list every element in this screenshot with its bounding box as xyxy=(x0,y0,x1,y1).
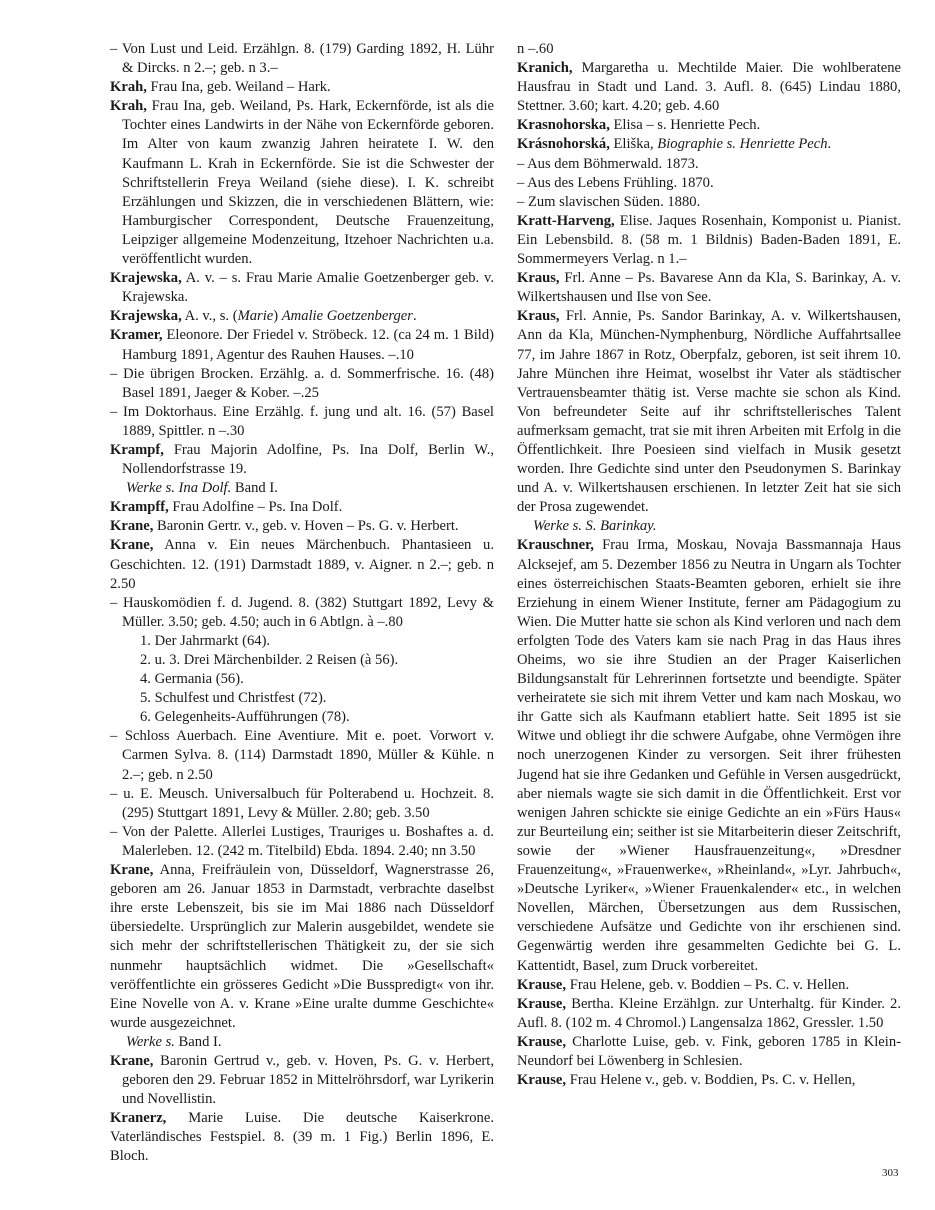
left-column xyxy=(110,40,494,1167)
lexicon-entry xyxy=(110,479,494,498)
entry-text: – Von der Palette. Allerlei Lustiges, Trauriges u. Boshaftes a. d. Malerleben. 12. (242 m. Titelbild) Ebda. 1894. 2.40; nn 3.50 xyxy=(110,823,494,859)
entry-headword: Krauschner, xyxy=(517,537,594,554)
entry-text: Frl. Anne – Ps. Bavarese Ann da Kla, S. Barinkay, A. v. Wilkertshausen und Ilse von See. xyxy=(517,270,901,306)
entry-text: Baronin Gertr. v., geb. v. Hoven – Ps. G. v. Herbert. xyxy=(153,518,459,535)
entry-text: Marie Luise. Die deutsche Kaiserkrone. Vaterländisches Festspiel. 8. (39 m. 1 Fig.) Berlin 1896, E. Bloch. xyxy=(110,1110,494,1165)
lexicon-entry xyxy=(517,174,901,193)
entry-text: 5. Schulfest und Christfest (72). xyxy=(140,690,327,707)
entry-text: Elise. Jaques Rosenhain, Komponist u. Pianist. Ein Lebensbild. 8. (58 m. 1 Bildnis) Baden-Baden 1891, E. Sommermeyers Verlag. n 1.– xyxy=(517,212,901,268)
entry-text: ) xyxy=(273,308,282,325)
lexicon-entry xyxy=(110,594,494,632)
entry-text: 2. u. 3. Drei Märchenbilder. 2 Reisen (à 56). xyxy=(140,652,399,668)
lexicon-entry xyxy=(110,727,494,784)
entry-text: A. v. – s. Frau Marie Amalie Goetzenberger geb. v. Krajewska. xyxy=(122,270,494,306)
entry-text: . xyxy=(412,308,417,325)
entry-text: – Von Lust und Leid. Erzählgn. 8. (179) Garding 1892, H. Lühr & Dircks. n 2.–; geb. n 3.– xyxy=(110,41,494,77)
lexicon-entry xyxy=(110,632,494,651)
lexicon-entry xyxy=(110,97,494,269)
entry-text: – Hauskomödien f. d. Jugend. 8. (382) Stuttgart 1892, Levy & Müller. 3.50; geb. 4.50; auch in 6 Abtlgn. à –.80 xyxy=(110,594,494,630)
entry-headword: Kramer, xyxy=(110,327,163,344)
entry-headword: Krajewska, xyxy=(110,308,182,325)
entry-text: – Aus des Lebens Frühling. 1870. xyxy=(517,174,714,191)
entry-headword: Kraus, xyxy=(517,308,560,325)
entry-text: – Schloss Auerbach. Eine Aventiure. Mit e. poet. Vorwort v. Carmen Sylva. 8. (114) Darmstadt 1890, Müller & Kühle. n 2.–; geb. n 2.50 xyxy=(110,728,494,783)
entry-text: Frau Majorin Adolfine, Ps. Ina Dolf, Berlin W., Nollendorfstrasse 19. xyxy=(122,441,494,478)
entry-headword: Krause, xyxy=(517,976,567,993)
lexicon-entry xyxy=(517,517,901,536)
entry-headword: Krah, xyxy=(110,79,147,96)
entry-italic: Biographie s. Henriette Pech xyxy=(657,136,828,153)
lexicon-entry xyxy=(517,976,901,995)
lexicon-entry xyxy=(517,40,901,59)
entry-text: Margaretha u. Mechtilde Maier. Die wohlberatene Hausfrau in Stadt und Land. 3. Aufl. 8. (645) Lindau 1880, Stettner. 3.60; kart. 4.20; geb. 4.60 xyxy=(517,60,901,115)
entry-headword: Krause, xyxy=(517,1072,567,1089)
lexicon-entry xyxy=(517,116,901,135)
entry-text: Eliška, xyxy=(609,136,658,153)
entry-headword: Kranich, xyxy=(517,60,573,77)
entry-text: Band I. xyxy=(231,480,278,497)
lexicon-entry xyxy=(110,78,494,97)
entry-headword: Krane, xyxy=(110,518,154,535)
entry-text: Anna, Freifräulein von, Düsseldorf, Wagnerstrasse 26, geboren am 26. Januar 1853 in Darmstadt, verbrachte daselbst ihre erste Lebenszeit, bis sie im Mai 1886 nach Düsseldorf übersiedelte. Ursprünglich zur Malerin ausgebildet, wendete sie sich mehr der schriftstellerischen Thätigkeit zu, der sie sich nunmehr hauptsächlich widmet. Die »Gesellschaft« veröffentlichte ein grösseres Gedicht »Die Busspredigt« von ihr. Eine Novelle von A. v. Krane »Eine uralte dumme Geschichte« wurde ausgezeichnet. xyxy=(110,862,494,1031)
lexicon-entry xyxy=(517,155,901,174)
entry-text: Frl. Annie, Ps. Sandor Barinkay, A. v. Wilkertshausen, Ann da Kla, München-Nymphenburg, Nördliche Auffahrtsallee 77, im Jahre 1867 in Rotz, Oberpfalz, geboren, ist seit ihrem 10. Jahre München ihre Heimat, woselbst ihr Vater als städtischer Vertrauensbeamter thätig ist. Verse machte sie schon als Kind. Von befreundeter Seite auf ihr schriftstellerisches Talent aufmerksam gemacht, trat sie mit ihren Arbeiten mit Erfolg in die Öffentlichkeit. Ihre Poesieen sind vielfach in Musik gesetzt worden. Ihre Gedichte sind unter den Pseudonymen S. Barinkay und A. v. Wilkertshausen erschienen. In letzter Zeit hat sie sich der Prosa zugewendet. xyxy=(517,308,901,516)
lexicon-entry xyxy=(517,536,901,975)
entry-text: . xyxy=(827,136,832,153)
entry-text: – u. E. Meusch. Universalbuch für Polterabend u. Hochzeit. 8. (295) Stuttgart 1891, Levy & Müller. 2.80; geb. 3.50 xyxy=(110,785,494,821)
lexicon-entry xyxy=(110,536,494,593)
lexicon-entry xyxy=(110,651,494,670)
entry-text: Frau Irma, Moskau, Novaja Bassmannaja Haus Alcksejef, am 5. Dezember 1856 zu Neutra in Ungarn als Tochter eines österreichischen Staats-Beamten geboren, erhielt sie ihre Erziehung in einem Wiener Institute, ferner am Pädagogium zu Wien. Die Mutter hatte sie schon als Kind verloren und nach dem erfolgten Tode des Vaters kam sie nach Prag in das Haus ihres Oheims, wo sie ihre Studien an der Prager Kaiserlichen Bildungsanstalt für Lehrerinnen fortsetzte und beendigte. Später verheiratete sie sich mit ihrem Vetter und kam nach Moskau, wo ihr Gatte sich als Kaufmann etabliert hatte. Seit 1895 ist sie Witwe und obliegt ihr die schwere Aufgabe, ohne Vermögen ihre noch unerzogenen Kinder zu versorgen. Seit ihrer frühesten Jugend hat sie ihre Gedanken und Gefühle in Versen ausgedrückt, aber niemals wagte sie sich damit in die Öffentlichkeit. Erst vor wenigen Jahren schickte sie einige Gedichte an ein »Fürs Haus« zur Beurteilung ein; seither ist sie Mitarbeiterin dieser Zeitschrift, sowie der »Wiener Hausfrauenzeitung«, »Dresdner Frauenzeitung«, »Frauenwerke«, »Rheinland«, »Lyr. Jahrbuch«, »Deutsche Lyriker«, »Wiener Frauenkalender« etc., in welchen Novellen, Märchen, Übersetzungen aus dem Russischen, verschiedene Aufsätze und Gedichte von ihr erschienen sind. Gegenwärtig werden ihre gesammelten Gedichte bei G. L. Kattentidt, Basel, zum Druck vorbereitet. xyxy=(517,537,901,974)
entry-headword: Krause, xyxy=(517,995,567,1012)
entry-italic: Werke s. xyxy=(126,1033,175,1050)
entry-headword: Krause, xyxy=(517,1033,567,1050)
entry-headword: Krane, xyxy=(110,537,154,554)
lexicon-entry xyxy=(110,689,494,708)
lexicon-entry xyxy=(110,1109,494,1166)
lexicon-entry xyxy=(110,269,494,307)
entry-text: Frau Ina, geb. Weiland – Hark. xyxy=(146,79,331,96)
entry-italic: Werke s. S. Barinkay. xyxy=(533,518,657,535)
entry-headword: Krajewska, xyxy=(110,270,182,287)
page-number: 303 xyxy=(882,1167,899,1179)
lexicon-entry xyxy=(517,1033,901,1071)
lexicon-entry xyxy=(110,1033,494,1052)
entry-text: 6. Gelegenheits-Aufführungen (78). xyxy=(140,709,350,726)
lexicon-entry xyxy=(517,995,901,1033)
entry-text: Anna v. Ein neues Märchenbuch. Phantasieen u. Geschichten. 12. (191) Darmstadt 1889, v. Aigner. n 2.–; geb. n 2.50 xyxy=(110,537,494,592)
entry-text: Baronin Gertrud v., geb. v. Hoven, Ps. G. v. Herbert, geboren den 29. Februar 1852 in Mittelröhrsdorf, war Lyrikerin und Novellistin. xyxy=(122,1052,494,1108)
entry-text: Eleonore. Der Friedel v. Ströbeck. 12. (ca 24 m. 1 Bild) Hamburg 1891, Agentur des Rauhen Hauses. –.10 xyxy=(122,327,494,363)
entry-text: Charlotte Luise, geb. v. Fink, geboren 1785 in Klein-Neundorf bei Löwenberg in Schlesien. xyxy=(517,1033,901,1069)
entry-text: Frau Adolfine – Ps. Ina Dolf. xyxy=(168,499,343,516)
entry-text: Frau Helene v., geb. v. Boddien, Ps. C. v. Hellen, xyxy=(566,1072,856,1089)
entry-text: – Zum slavischen Süden. 1880. xyxy=(517,193,701,210)
entry-headword: Kratt-Harveng, xyxy=(517,212,615,229)
lexicon-entry xyxy=(110,861,494,1033)
entry-italic: Werke s. Ina Dolf. xyxy=(126,480,232,497)
entry-text: – Die übrigen Brocken. Erzählg. a. d. Sommerfrische. 16. (48) Basel 1891, Jaeger & Kober. –.25 xyxy=(110,365,494,401)
lexicon-entry xyxy=(110,708,494,727)
lexicon-entry xyxy=(110,823,494,861)
lexicon-entry xyxy=(110,326,494,364)
lexicon-entry xyxy=(517,307,901,517)
lexicon-entry xyxy=(110,365,494,403)
entry-text: Band I. xyxy=(174,1033,222,1050)
lexicon-entry xyxy=(110,1052,494,1109)
entry-text: Frau Helene, geb. v. Boddien – Ps. C. v. Hellen. xyxy=(566,976,850,993)
lexicon-entry xyxy=(110,517,494,536)
lexicon-entry xyxy=(110,498,494,517)
lexicon-entry xyxy=(517,269,901,307)
lexicon-entry xyxy=(517,135,901,154)
lexicon-entry xyxy=(110,441,494,479)
lexicon-entry xyxy=(110,403,494,441)
entry-headword: Krane, xyxy=(110,1052,154,1069)
entry-headword: Krasnohorska, xyxy=(517,117,610,134)
entry-headword: Krah, xyxy=(110,98,147,115)
entry-italic: Marie xyxy=(237,308,274,325)
lexicon-entry xyxy=(110,40,494,78)
entry-headword: Krampf, xyxy=(110,441,164,458)
entry-text: Bertha. Kleine Erzählgn. zur Unterhaltg. für Kinder. 2. Aufl. 8. (102 m. 4 Chromol.) Langensalza 1862, Gressler. 1.50 xyxy=(517,995,901,1031)
lexicon-entry xyxy=(517,1071,901,1090)
lexicon-entry xyxy=(110,785,494,823)
lexicon-entry xyxy=(517,212,901,269)
entry-text: – Aus dem Böhmerwald. 1873. xyxy=(517,155,699,172)
right-column xyxy=(517,40,901,1090)
lexicon-entry xyxy=(110,670,494,689)
lexicon-entry xyxy=(517,193,901,212)
entry-text: 1. Der Jahrmarkt (64). xyxy=(140,632,271,649)
entry-text: A. v., s. ( xyxy=(181,308,238,325)
entry-text: Frau Ina, geb. Weiland, Ps. Hark, Eckernförde, ist als die Tochter eines Landwirts in der Nähe von Eckernförde geboren. Im Alter von kaum zwanzig Jahren heiratete I. W. den Kaufmann L. Krah in Eckernförde. Sie ist die Schwester der Schriftstellerin Freya Weiland (siehe diese). I. K. schreibt Erzählungen und Skizzen, die in verschiedenen Blättern, wie: Hamburgischer Correspondent, Deutsche Frauenzeitung, Leipziger allgemeine Modenzeitung, Itzehoer Nachrichten u.a. veröffentlicht wurden. xyxy=(122,98,494,268)
entry-headword: Kranerz, xyxy=(110,1110,167,1127)
entry-text: – Im Doktorhaus. Eine Erzählg. f. jung und alt. 16. (57) Basel 1889, Spittler. n –.30 xyxy=(110,403,494,439)
entry-headword: Kraus, xyxy=(517,270,560,287)
entry-headword: Krásnohorská, xyxy=(517,136,610,153)
entry-headword: Krane, xyxy=(110,862,154,879)
lexicon-entry xyxy=(517,59,901,116)
entry-text: n –.60 xyxy=(517,41,554,57)
entry-headword: Krampff, xyxy=(110,499,169,516)
entry-italic: Amalie Goetzenberger xyxy=(281,308,413,325)
lexicon-entry xyxy=(110,307,494,326)
entry-text: Elisa – s. Henriette Pech. xyxy=(609,117,761,134)
entry-text: 4. Germania (56). xyxy=(140,671,244,688)
